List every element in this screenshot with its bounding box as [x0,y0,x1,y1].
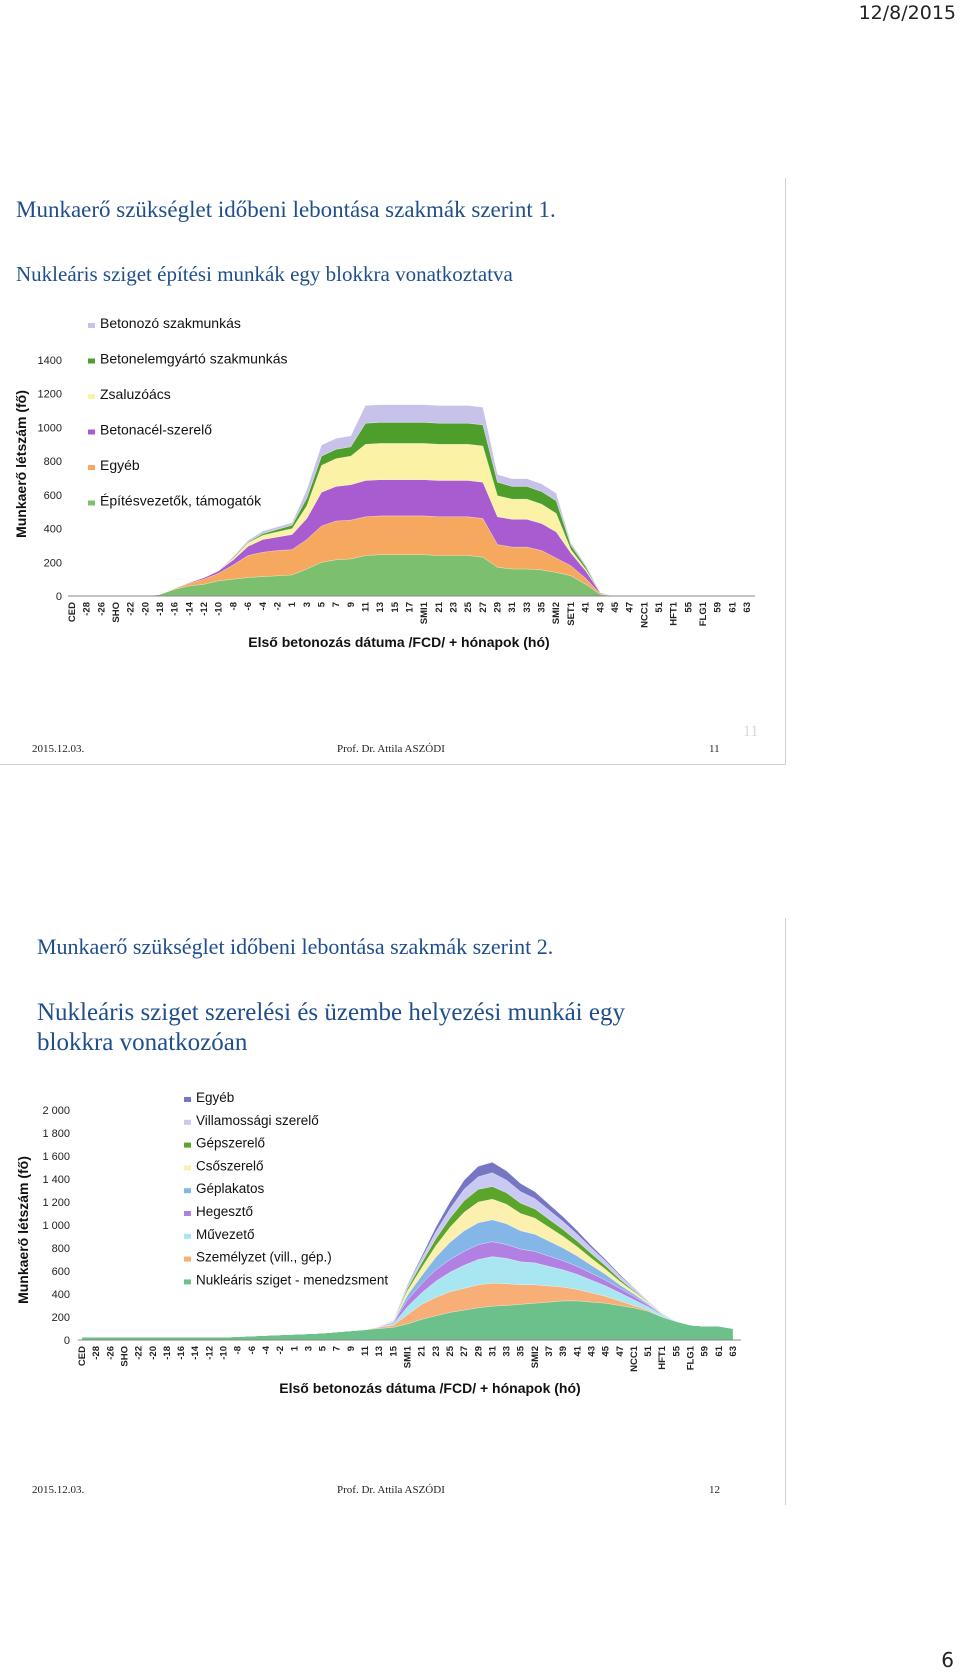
x-tick-label: 15 [389,602,401,613]
slide-2-footer-date: 2015.12.03. [32,1484,85,1496]
x-tick-label: 51 [654,602,665,613]
y-tick-label: 1 600 [42,1151,70,1163]
x-tick-label: 55 [671,1346,683,1357]
x-tick-label: 27 [459,1346,471,1357]
legend-swatch [88,394,95,399]
slide-1-border [785,178,786,765]
y-tick-label: 600 [43,489,62,502]
x-tick-label: 1 [289,1346,301,1352]
x-tick-label: 7 [331,602,343,608]
x-tick-label: SMI2 [551,602,563,625]
x-tick-label: 31 [507,602,519,613]
page-number: 6 [941,1648,954,1672]
x-tick-label: -10 [213,602,225,616]
x-tick-label: SMI1 [402,1346,414,1369]
x-tick-label: 47 [624,602,636,613]
x-tick-label: -14 [184,602,196,616]
y-tick-label: 200 [51,1312,70,1324]
x-tick-label: SET1 [565,602,577,626]
slide-2-title: Munkaerő szükséglet időbeni lebontása szakmák szerint 2. [37,934,554,959]
legend-label: Betonozó szakmunkás [100,315,241,331]
y-tick-label: 0 [63,1335,70,1347]
x-tick-label: 25 [445,1346,456,1357]
slide-1-border-bottom [0,764,786,765]
legend-label: Géplakatos [196,1181,265,1197]
x-tick-label: 3 [301,602,313,608]
x-tick-label: 9 [345,1346,357,1352]
legend-swatch [184,1279,191,1284]
y-tick-label: 1 000 [42,1220,70,1232]
x-tick-label: 41 [580,602,592,613]
x-tick-label: 35 [536,602,548,613]
x-tick-label: HFT1 [668,602,680,626]
y-tick-label: 1200 [37,388,62,401]
x-tick-label: 33 [521,602,533,613]
legend-label: Villamossági szerelő [196,1112,319,1128]
x-tick-label: SHO [111,602,122,623]
x-tick-label: 21 [416,1346,428,1357]
legend-label: Csőszerelő [196,1158,264,1174]
y-tick-label: 0 [55,591,62,603]
x-tick-label: 23 [448,602,460,613]
x-tick-label: NCC1 [628,1346,640,1372]
x-tick-label: -22 [125,602,137,616]
x-tick-label: -8 [228,602,240,611]
x-tick-label: -22 [133,1346,145,1360]
slide-1-subtitle: Nukleáris sziget építési munkák egy blokkra vonatkoztatva [16,262,513,286]
x-tick-label: -16 [169,602,181,616]
x-tick-label: 13 [374,1346,386,1357]
x-tick-label: 59 [712,602,724,613]
x-tick-label: -26 [96,602,108,616]
legend-swatch [88,359,95,364]
x-tick-label: 11 [360,602,372,613]
x-tick-label: -18 [155,602,166,616]
legend-label: Egyéb [100,457,140,473]
x-tick-label: 13 [375,602,387,613]
y-tick-label: 200 [43,557,62,570]
x-tick-label: -16 [176,1346,188,1360]
slide-1-watermark: 11 [743,723,759,740]
legend-swatch [88,465,95,470]
x-tick-label: SMI1 [419,602,431,625]
x-tick-label: -8 [232,1346,244,1355]
legend-swatch [184,1120,191,1125]
x-tick-label: 45 [600,1346,612,1357]
y-tick-label: 1400 [37,355,62,367]
slide-2-border [785,918,786,1505]
legend-label: Zsaluzóács [100,386,171,402]
x-tick-label: -28 [81,602,93,616]
slide-1-footer-page: 11 [709,743,720,755]
x-tick-label: 55 [683,602,695,613]
x-tick-label: -6 [243,602,255,611]
slide-2-subtitle: Nukleáris sziget szerelési és üzembe helyezési munkái egy blokkra vonatkozóan [37,999,625,1056]
x-tick-label: -4 [261,1346,272,1355]
x-tick-label: FLG1 [685,1346,697,1371]
x-tick-label: 39 [558,1346,570,1357]
legend-swatch [184,1165,191,1170]
x-tick-label: 21 [433,602,445,613]
legend-swatch [184,1234,191,1239]
x-tick-label: CED [77,1346,88,1367]
x-tick-label: 29 [492,602,504,613]
x-tick-label: SHO [119,1346,131,1367]
x-tick-label: -4 [257,602,269,611]
x-tick-label: -2 [275,1346,287,1355]
x-tick-label: 3 [303,1346,315,1352]
x-tick-label: HFT1 [657,1346,669,1370]
slide-1-title: Munkaerő szükséglet időbeni lebontása szakmák szerint 1. [16,197,556,222]
x-tick-label: NCC1 [639,602,651,628]
x-tick-label: -20 [140,602,152,616]
legend-label: Egyéb [196,1090,235,1105]
x-tick-label: 43 [595,602,607,613]
x-tick-label: 51 [643,1346,655,1357]
x-tick-label: 59 [699,1346,711,1357]
y-tick-label: 600 [51,1266,70,1278]
y-tick-label: 800 [43,456,62,469]
legend-label: Hegesztő [196,1204,254,1219]
x-tick-label: 61 [713,1346,725,1357]
x-tick-label: CED [67,602,78,623]
x-tick-label: 17 [404,602,416,613]
x-tick-label: -10 [218,1346,230,1360]
y-tick-label: 800 [51,1243,70,1255]
x-tick-label: 15 [388,1346,400,1357]
y-tick-label: 1 400 [42,1174,70,1186]
x-tick-label: -28 [91,1346,103,1360]
legend-swatch [184,1097,191,1102]
x-tick-label: 5 [317,1346,329,1352]
legend-label: Betonelemgyártó szakmunkás [100,350,288,367]
x-tick-label: 37 [544,1346,555,1357]
slide-1-footer-author: Prof. Dr. Attila ASZÓDI [337,743,445,755]
x-tick-label: 7 [331,1346,343,1352]
x-tick-label: -18 [161,1346,173,1360]
legend-label: Betonacél-szerelő [100,421,213,438]
x-tick-label: -6 [246,1346,258,1355]
x-tick-label: 29 [473,1346,485,1357]
x-tick-label: -20 [147,1346,159,1360]
slide-1-footer-date: 2015.12.03. [32,743,85,755]
x-tick-label: 63 [742,602,753,613]
slide-2-footer-page: 12 [709,1484,720,1496]
x-tick-label: 45 [609,602,621,613]
x-tick-label: -12 [204,1346,216,1360]
x-tick-label: -12 [199,602,211,616]
slide-2-footer-author: Prof. Dr. Attila ASZÓDI [337,1484,445,1496]
legend-swatch [184,1143,191,1148]
y-tick-label: 1 800 [42,1128,70,1140]
x-tick-label: 5 [316,602,328,608]
y-tick-label: 400 [43,523,62,536]
y-tick-label: 1 200 [42,1197,70,1209]
x-tick-label: SMI2 [529,1346,541,1369]
x-tick-label: 35 [515,1346,527,1357]
y-tick-label: 400 [51,1289,70,1301]
legend-label: Művezető [196,1226,255,1242]
x-axis-title: Első betonozás dátuma /FCD/ + hónapok (hó) [279,1380,581,1396]
legend-swatch [88,430,95,435]
page-date: 12/8/2015 [858,2,956,24]
x-tick-label: 41 [572,1346,584,1357]
legend-swatch [184,1188,191,1193]
legend-swatch [88,501,95,506]
chart-2 [10,1080,766,1404]
x-tick-label: 61 [727,602,739,613]
x-tick-label: -26 [105,1346,117,1360]
legend-label: Személyzet (vill., gép.) [196,1249,332,1265]
x-tick-label: 25 [463,602,475,613]
x-tick-label: -2 [272,602,284,611]
y-tick-label: 1000 [37,422,62,435]
x-tick-label: 1 [287,602,299,608]
x-tick-label: 43 [586,1346,598,1357]
x-tick-label: FLG1 [698,602,709,627]
y-axis-title: Munkaerő létszám (fő) [15,1156,31,1304]
x-tick-label: 23 [430,1346,442,1357]
legend-label: Nukleáris sziget - menedzsment [196,1272,389,1288]
legend-label: Építésvezetők, támogatók [100,492,262,509]
x-tick-label: 33 [501,1346,513,1357]
x-tick-label: 27 [477,602,489,613]
x-tick-label: 9 [345,602,357,608]
legend-swatch [88,323,95,328]
legend-swatch [184,1211,191,1216]
x-tick-label: -14 [190,1346,202,1360]
x-tick-label: 31 [487,1346,499,1357]
y-tick-label: 2 000 [42,1105,70,1117]
legend-swatch [184,1257,191,1262]
x-tick-label: 63 [728,1346,739,1357]
legend-label: Gépszerelő [196,1135,266,1151]
x-tick-label: 47 [614,1346,626,1357]
x-axis-title: Első betonozás dátuma /FCD/ + hónapok (hó) [248,634,550,650]
x-tick-label: 11 [360,1346,371,1357]
chart-1 [4,314,776,664]
y-axis-title: Munkaerő létszám (fő) [13,390,29,538]
